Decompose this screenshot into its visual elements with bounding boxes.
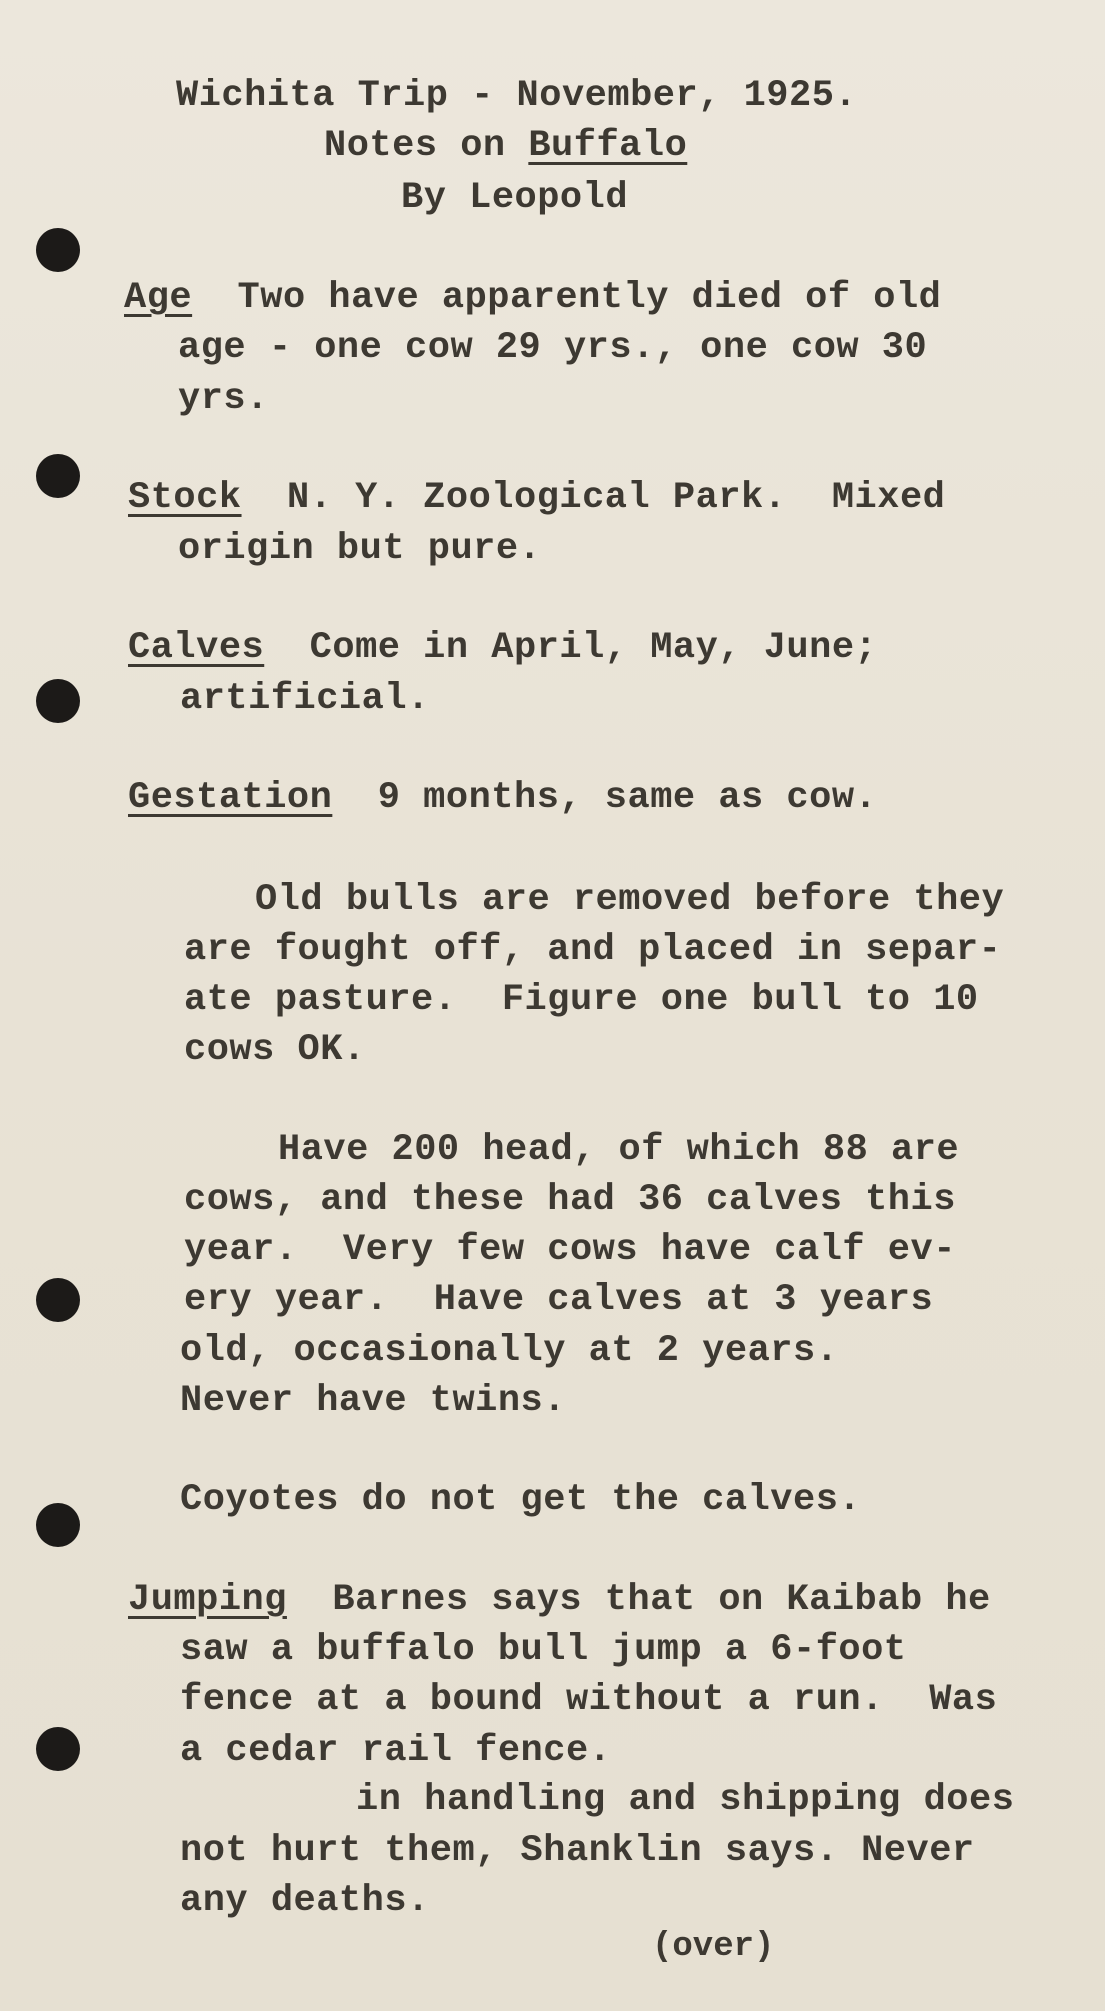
stock-label: Stock [128, 477, 242, 519]
author-line: By Leopold [401, 177, 629, 219]
binder-hole [36, 454, 80, 498]
gestation-text: 9 months, same as cow. [377, 777, 878, 819]
calves-label: Calves [128, 627, 265, 669]
age-line-2: age - one cow 29 yrs., one cow 30 [178, 327, 928, 369]
notes-heading [324, 125, 688, 167]
bulls-line-1: Old bulls are removed before they [255, 879, 1005, 921]
handling-line-2: not hurt them, Shanklin says. Never [180, 1830, 975, 1872]
jumping-line-4: a cedar rail fence. [180, 1730, 612, 1772]
herd-line-3: year. Very few cows have calf ev- [184, 1229, 956, 1271]
binder-hole [36, 1278, 80, 1322]
stock-line-2: origin but pure. [178, 528, 542, 570]
calves-entry [128, 627, 878, 669]
gestation-label: Gestation [128, 777, 333, 819]
herd-line-4: ery year. Have calves at 3 years [184, 1279, 934, 1321]
age-label: Age [124, 277, 193, 319]
herd-line-5: old, occasionally at 2 years. [180, 1330, 839, 1372]
jumping-label: Jumping [128, 1579, 287, 1621]
age-entry [124, 277, 942, 319]
handling-line-1: in handling and shipping does [356, 1779, 1015, 1821]
jumping-text: Barnes says that on Kaibab he [332, 1579, 991, 1621]
bulls-line-4: cows OK. [184, 1029, 366, 1071]
gestation-entry [128, 777, 878, 819]
herd-line-6: Never have twins. [180, 1380, 566, 1422]
herd-line-1: Have 200 head, of which 88 are [278, 1129, 960, 1171]
age-text: Two have apparently died of old [237, 277, 942, 319]
jumping-line-2: saw a buffalo bull jump a 6-foot [180, 1629, 907, 1671]
calves-line-2: artificial. [180, 678, 430, 720]
notes-prefix: Notes on [324, 125, 529, 167]
notes-subject: Buffalo [528, 125, 688, 167]
jumping-entry [128, 1579, 991, 1621]
over-note: (over) [652, 1928, 775, 1966]
document-title: Wichita Trip - November, 1925. [176, 75, 858, 117]
bulls-line-3: ate pasture. Figure one bull to 10 [184, 979, 979, 1021]
binder-hole [36, 1503, 80, 1547]
age-line-3: yrs. [178, 378, 269, 420]
calves-text: Come in April, May, June; [309, 627, 878, 669]
coyotes-line: Coyotes do not get the calves. [180, 1479, 862, 1521]
binder-hole [36, 679, 80, 723]
binder-hole [36, 228, 80, 272]
stock-text: N. Y. Zoological Park. Mixed [286, 477, 946, 519]
stock-entry [128, 477, 946, 519]
herd-line-2: cows, and these had 36 calves this [184, 1179, 956, 1221]
jumping-line-3: fence at a bound without a run. Was [180, 1679, 998, 1721]
binder-hole [36, 1727, 80, 1771]
handling-line-3: any deaths. [180, 1880, 430, 1922]
bulls-line-2: are fought off, and placed in separ- [184, 929, 1002, 971]
